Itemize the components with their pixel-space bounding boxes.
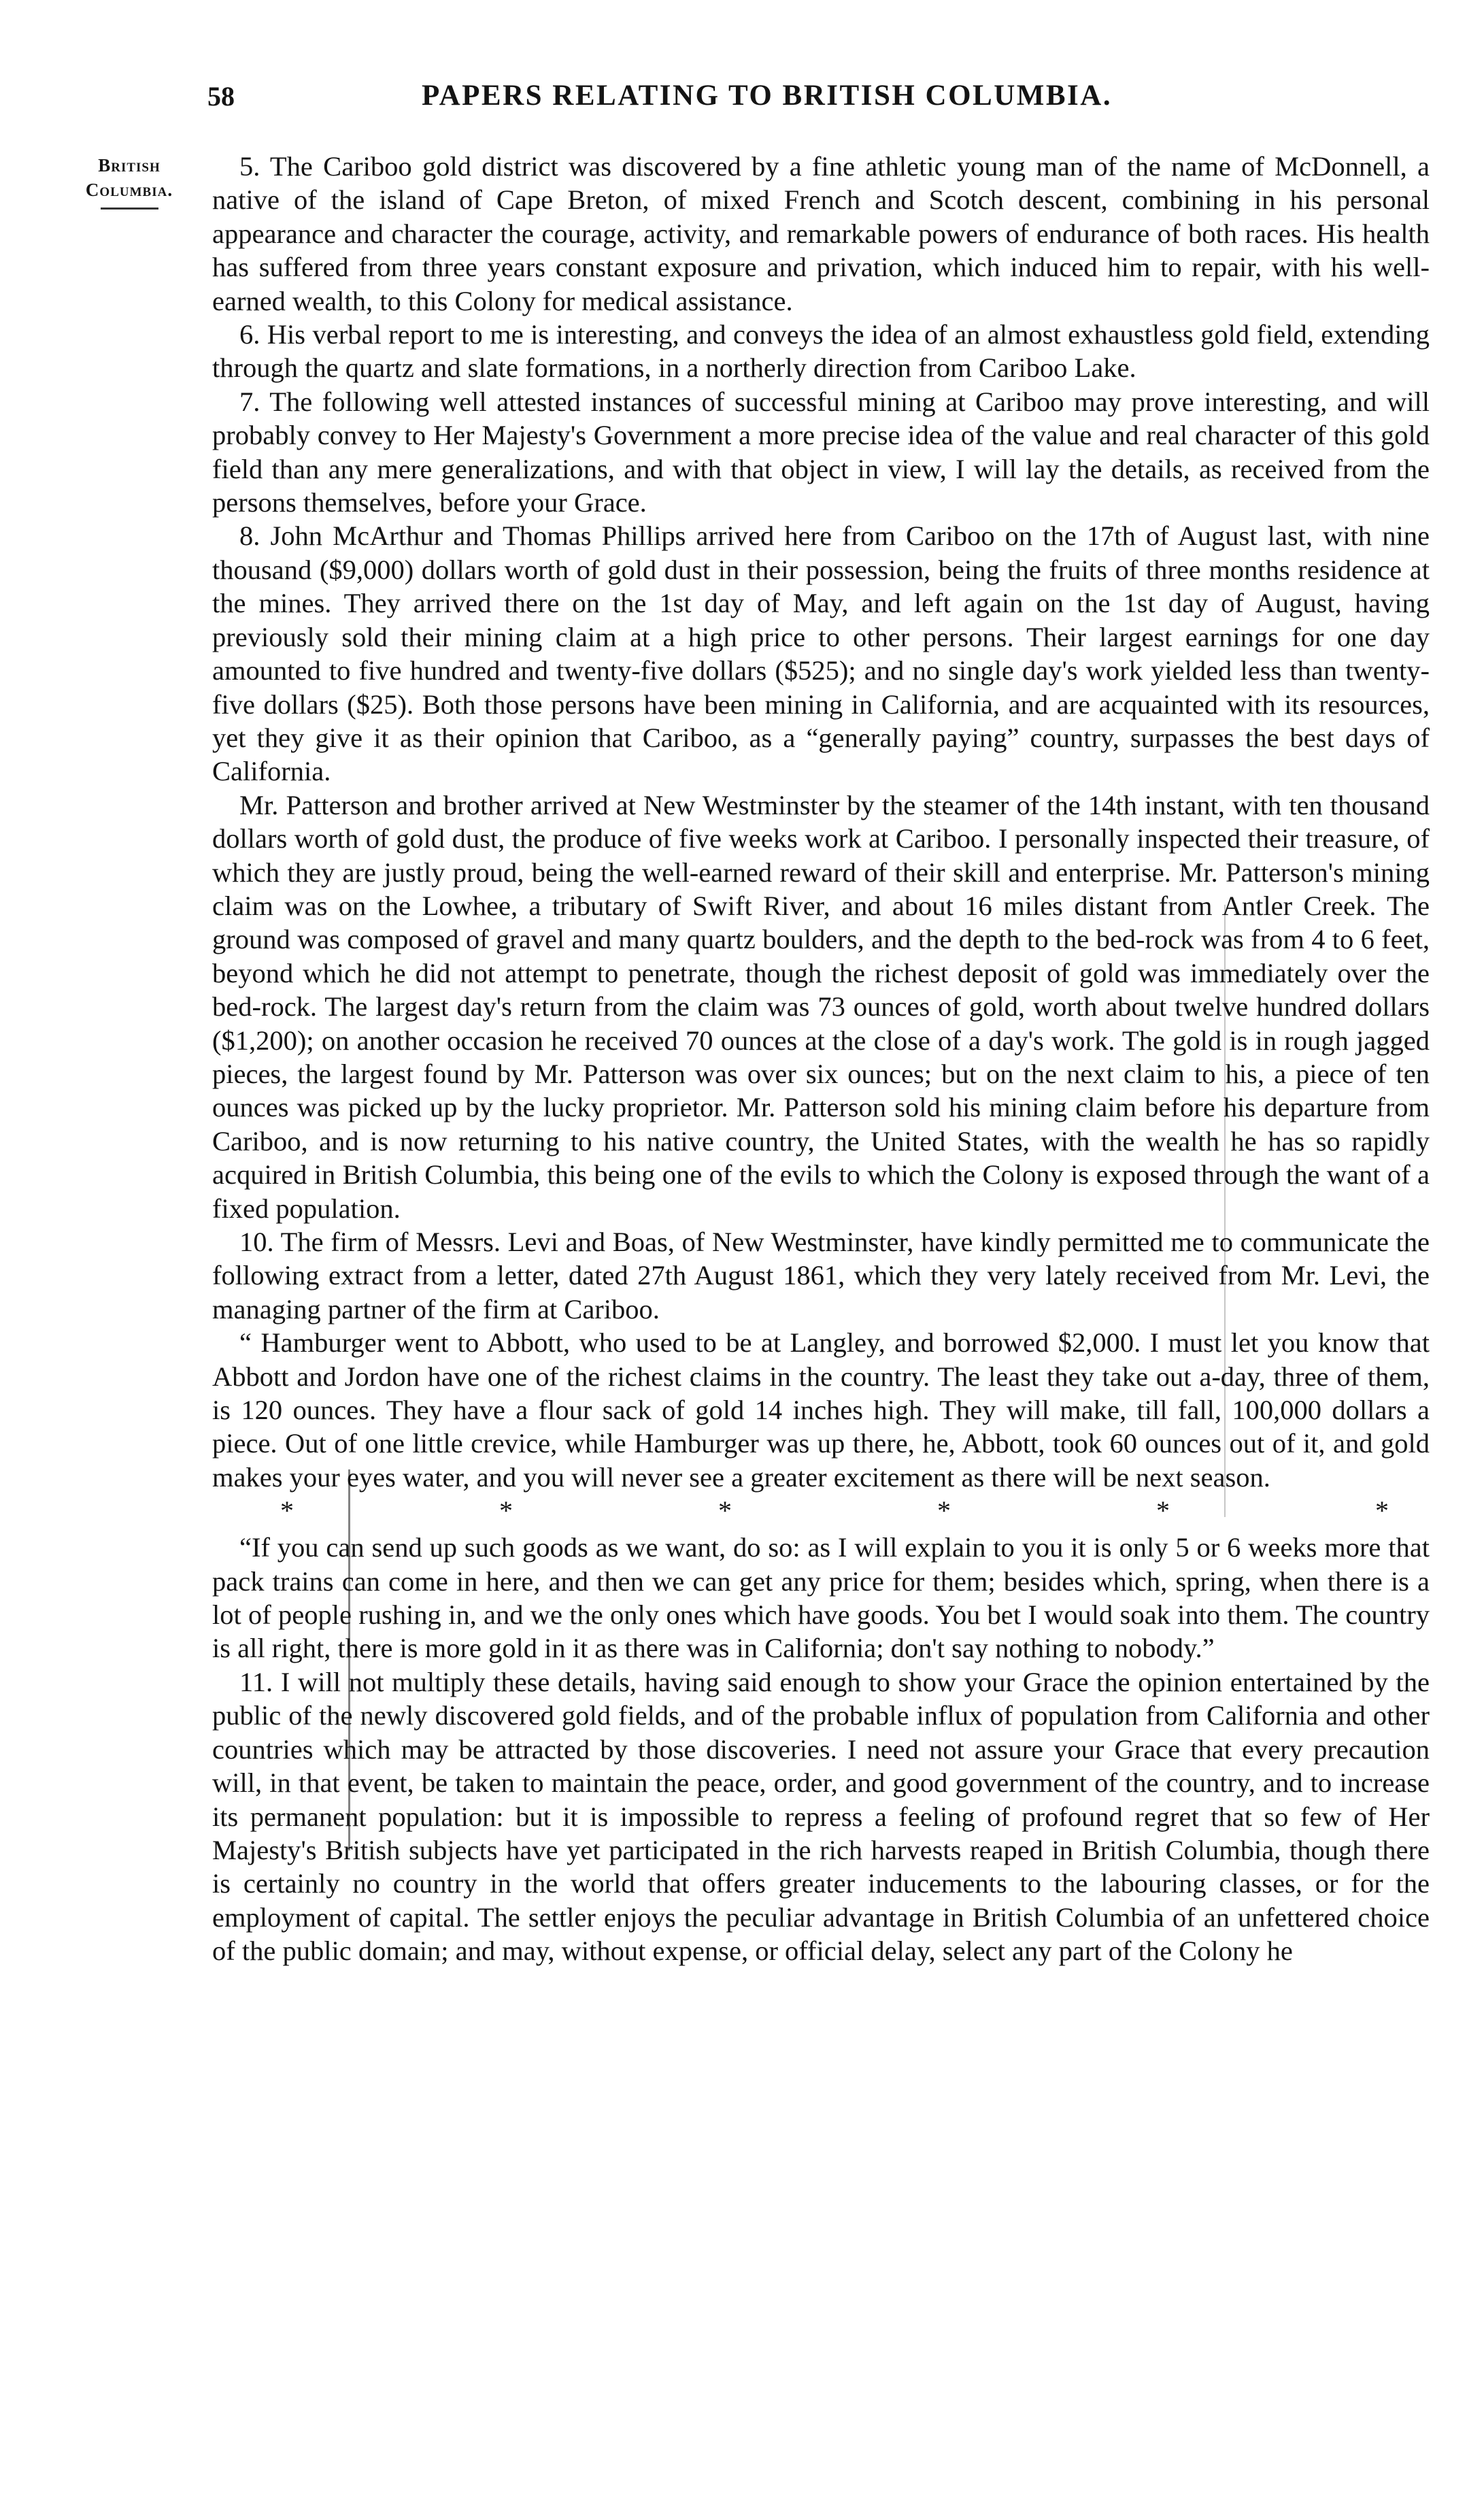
paragraph-5: 5. The Cariboo gold district was discovered by a fine athletic young man of the name of McDonnell, a native of the island of Cape Breton, of mixed French and Scotch descent, combining in his personal appearance and character the courage, activity, and remarkable powers of endurance of both races. His health has suffered from three years constant exposure and privation, which induced him to repair, with his well-earned wealth, to this Colony for medical assistance. <box>212 151 1430 316</box>
paragraph-8: 8. John McArthur and Thomas Phillips arrived here from Cariboo on the 17th of August last, with nine thousand ($9,000) dollars worth of gold dust in their possession, being the fruits of three months residence at the mines. They arrived there on the 1st day of May, and left again on the 1st day of August, having previously sold their mining claim at a high price to other persons. Their largest earnings for one day amounted to five hundred and twenty-five dollars ($525); and no single day's work yielded less than twenty-five dollars ($25). Both those persons have been mining in California, and are acquainted with its resources, yet they give it as their opinion that Cariboo, as a “generally paying” country, surpasses the best days of California. <box>212 520 1430 787</box>
paragraph-11: 11. I will not multiply these details, having said enough to show your Grace the opinion entertained by the public of the newly discovered gold fields, and of the probable influx of population from California and other countries which may be attracted by those discoveries. I need not assure your Grace that every precaution will, in that event, be taken to maintain the peace, order, and good government of the country, and to increase its permanent population: but it is impossible to repress a feeling of profound regret that so few of Her Majesty's British subjects have yet participated in the rich harvests reaped in British Columbia, though there is certainly no country in the world that offers greater inducements to the labouring classes, or for the employment of capital. The settler enjoys the peculiar advantage in British Columbia of an unfettered choice of the public domain; and may, without expense, or official delay, select any part of the Colony he <box>212 1666 1430 1967</box>
star: * <box>937 1495 951 1527</box>
paragraph-7: 7. The following well attested instances of successful mining at Cariboo may prove interesting, and will probably convey to Her Majesty's Government a more precise idea of the value and real character of this gold field than any mere generalizations, and with that object in view, I will lay the details, as received from the persons themselves, before your Grace. <box>212 386 1430 518</box>
running-title: PAPERS RELATING TO BRITISH COLUMBIA. <box>422 80 1113 112</box>
paragraph-6: 6. His verbal report to me is interesting, and conveys the idea of an almost exhaustless gold field, extending through the quartz and slate formations, in a northerly direction from Cariboo Lake. <box>212 319 1430 384</box>
margin-note-line2: Columbia. <box>85 180 173 200</box>
star: * <box>1375 1495 1389 1527</box>
ellipsis-stars <box>212 1495 1430 1527</box>
quote-letter-continued: “If you can send up such goods as we want, do so: as I will explain to you it is only 5 or 6 weeks more that pack trains can come in here, and then we can get any price for them; besides which, spring, when there is a lot of people rushing in, and we the only ones which have goods. You bet I would soak into them. The country is all right, there is more gold in it as there was in California; don't say nothing to nobody.” <box>212 1532 1430 1664</box>
margin-note-rule <box>101 207 158 210</box>
star: * <box>718 1495 732 1527</box>
page-number: 58 <box>207 81 235 112</box>
paragraph-patterson: Mr. Patterson and brother arrived at New Westminster by the steamer of the 14th instant, with ten thousand dollars worth of gold dust, the produce of five weeks work at Cariboo. I personally inspected their treasure, of which they are justly proud, being the well-earned reward of their skill and enterprise. Mr. Patterson's mining claim was on the Lowhee, a tributary of Swift River, and about 16 miles distant from Antler Creek. The ground was composed of gravel and many quartz boulders, and the depth to the bed-rock was from 4 to 6 feet, beyond which he did not attempt to penetrate, though the richest deposit of gold was immediately over the bed-rock. The largest day's return from the claim was 73 ounces of gold, worth about twelve hundred dollars ($1,200); on another occasion he received 70 ounces at the close of a day's work. The gold is in rough jagged pieces, the largest found by Mr. Patterson was over six ounces; but on the next claim to his, a piece of ten ounces was picked up by the lucky proprietor. Mr. Patterson sold his mining claim before his departure from Cariboo, and is now returning to his native country, the United States, with the wealth he has so rapidly acquired in British Columbia, this being one of the evils to which the Colony is exposed through the want of a fixed population. <box>212 789 1430 1224</box>
body-text <box>212 150 1430 1968</box>
star: * <box>499 1495 513 1527</box>
paragraph-10: 10. The firm of Messrs. Levi and Boas, of New Westminster, have kindly permitted me to communicate the following extract from a letter, dated 27th August 1861, which they very lately received from Mr. Levi, the managing partner of the firm at Cariboo. <box>212 1227 1430 1325</box>
star: * <box>1156 1495 1170 1527</box>
margin-note <box>65 153 194 210</box>
star: * <box>280 1495 294 1527</box>
margin-note-line1: British <box>98 155 161 176</box>
quote-letter: “ Hamburger went to Abbott, who used to be at Langley, and borrowed $2,000. I must let you know that Abbott and Jordon have one of the richest claims in the country. The least they take out a-day, three of them, is 120 ounces. They have a flour sack of gold 14 inches high. They will make, till fall, 100,000 dollars a piece. Out of one little crevice, while Hamburger was up there, he, Abbott, took 60 ounces out of it, and gold makes your eyes water, and you will never see a greater excitement as there will be next season. <box>212 1327 1430 1493</box>
